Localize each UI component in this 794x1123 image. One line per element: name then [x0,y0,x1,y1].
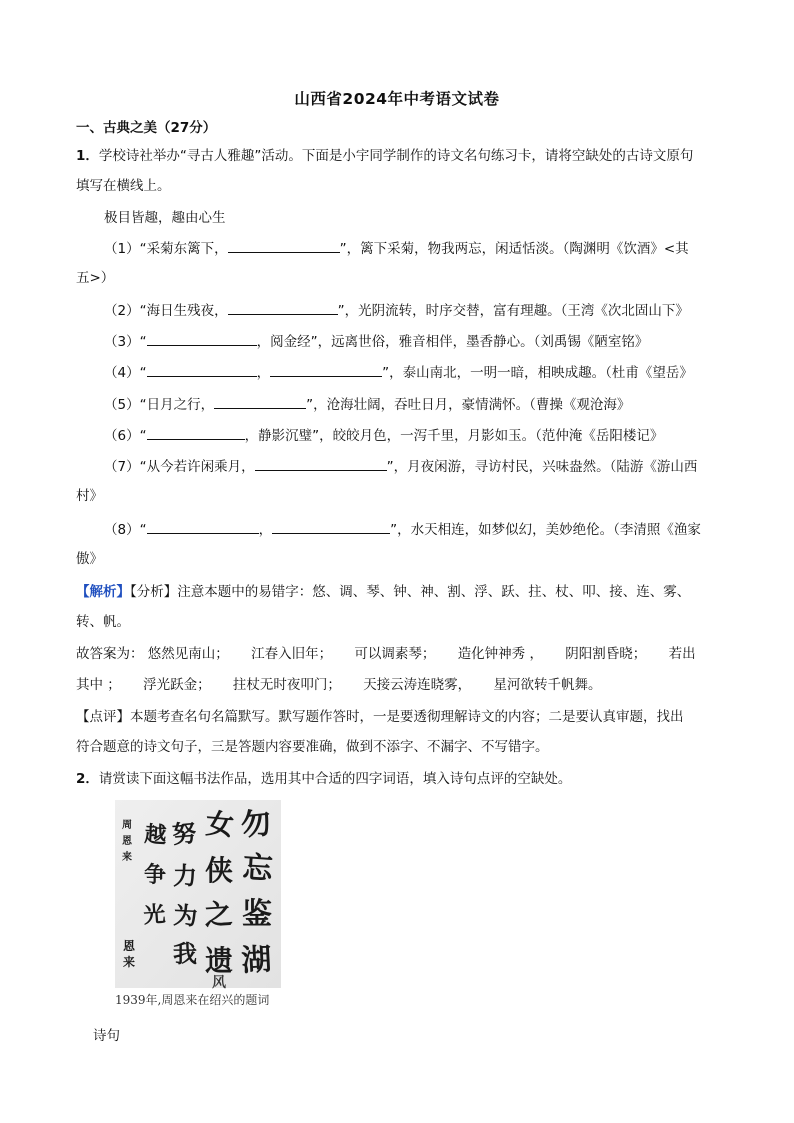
svg-text:光: 光 [142,901,167,929]
item-separator: ， [256,365,271,381]
analysis-line-2: 转、帆。 [76,614,130,630]
question-number: 2． [76,771,99,787]
item-prefix: （7）“从今若许闲乘月， [104,459,255,475]
svg-text:忘: 忘 [241,850,274,888]
svg-text:争: 争 [143,862,167,888]
svg-text:遗: 遗 [204,944,234,977]
item-prefix: （5）“日月之行， [104,397,215,413]
item-suffix: ，静影沉璧”，皎皎月色，一泻千里，月影如玉。（范仲淹《岳阳楼记》 [244,428,664,444]
answer-blank[interactable] [147,362,257,377]
svg-text:努: 努 [171,818,198,850]
item-suffix: ”，篱下采菊，物我两忘，闲适恬淡。（陶渊明《饮酒》<其 [339,241,689,257]
answer-blank[interactable] [147,519,259,534]
answer-blank[interactable] [228,238,340,253]
item-suffix: ”，光阴流转，时序交替，富有理趣。（王湾《次北固山下》 [337,303,689,319]
answer-blank[interactable] [147,331,257,346]
stem-line-1: 学校诗社举办“寻古人雅趣”活动。下面是小宇同学制作的诗文名句练习卡，请将空缺处的古诗文原句 [98,148,694,164]
item-suffix: ”，泰山南北，一明一暗，相映成趣。（杜甫《望岳》 [382,365,693,381]
svg-text:我: 我 [173,939,197,968]
answer-line-2 [76,675,601,695]
item-suffix: ”，月夜闲游，寻访村民，兴味盎然。（陆游《游山西 [386,459,698,475]
svg-text:鉴: 鉴 [242,897,272,932]
item-suffix: ，阅金经”，远离世俗，雅音相伴，墨香静心。（刘禹锡《陋室铭》 [256,334,649,350]
fill-item-2 [104,300,689,321]
answer-blank[interactable] [147,425,245,440]
question-1-stem [76,146,693,166]
svg-text:勿: 勿 [239,805,273,844]
svg-text:湖: 湖 [240,942,273,979]
page-title: 山西省2024年中考语文试卷 [294,90,500,108]
svg-text:之: 之 [203,897,234,932]
item-prefix: （1）“采菊东篱下， [104,241,228,257]
answer-label: 故答案为： [76,646,144,662]
comment-line-1: 【点评】本题考查名句名篇默写。默写题作答时，一是要透彻理解诗文的内容；二是要认真审题，找出 [76,709,684,725]
answer-item: 悠然见南山； [147,646,229,662]
svg-text:力: 力 [173,861,197,890]
svg-text:来: 来 [122,955,136,969]
answer-item: 浮光跃金； [143,677,211,693]
fill-item-1-cont: 五>） [76,270,115,286]
answer-blank[interactable] [255,456,387,471]
item-prefix: （6）“ [104,428,147,444]
image-caption: 1939年,周恩来在绍兴的题词 [115,993,270,1007]
fill-item-5 [104,394,630,415]
comment-line-2: 符合题意的诗文句子，三是答题内容要准确，做到不添字、不漏字、不写错字。 [76,739,549,755]
answer-item: 天接云涛连晓雾， [363,677,472,693]
analysis-line-1 [76,582,690,602]
item-prefix: （8）“ [104,522,147,538]
analysis-tag: 【解析】 [76,584,130,600]
poem-label: 诗句 [93,1028,120,1044]
card-title: 极目皆趣，趣由心生 [104,210,226,226]
answer-item: 江春入旧年； [251,646,333,662]
answer-item: 若出 [668,646,696,662]
fill-item-6 [104,425,663,446]
fill-item-1 [104,238,689,259]
answer-item: 造化钟神秀 ， [457,646,543,662]
answer-item: 可以调素琴； [354,646,436,662]
question-number: 1． [76,148,99,164]
stem-line-2: 填写在横线上。 [76,178,171,194]
answer-item: 其中 ； [76,677,121,693]
svg-text:越: 越 [143,821,168,849]
item-prefix: （3）“ [104,334,147,350]
svg-text:恩: 恩 [122,836,132,847]
answer-blank[interactable] [272,519,390,534]
item-suffix: ”，水天相连，如梦似幻，美妙绝伦。（李清照《渔家 [390,522,701,538]
svg-text:为: 为 [172,900,199,931]
answer-item: 星河欲转千帆舞。 [493,677,602,693]
analysis-text: 【分析】注意本题中的易错字：悠、调、琴、钟、神、割、浮、跃、拄、杖、叩、接、连、雾、 [130,584,691,600]
question-2-stem [76,769,571,789]
stem-text: 请赏读下面这幅书法作品，选用其中合适的四字词语，填入诗句点评的空缺处。 [98,771,572,787]
fill-item-7 [104,456,697,477]
answer-line-1 [76,644,696,664]
fill-item-7-cont: 村》 [76,488,103,504]
fill-item-8-cont: 傲》 [76,551,103,567]
answer-item: 阴阳割昏晓； [565,646,647,662]
answer-item: 拄杖无时夜叩门； [232,677,341,693]
item-prefix: （4）“ [104,365,147,381]
answer-blank[interactable] [214,394,306,409]
answer-blank[interactable] [270,362,382,377]
calligraphy-image [115,800,281,1012]
item-prefix: （2）“海日生残夜， [104,303,228,319]
svg-text:周: 周 [122,820,132,831]
svg-text:女: 女 [204,806,236,843]
svg-text:来: 来 [122,852,132,863]
section-heading: 一、古典之美（27分） [76,120,217,136]
item-separator: ， [258,522,273,538]
answer-blank[interactable] [228,300,338,315]
fill-item-3 [104,331,648,352]
svg-text:侠: 侠 [204,854,234,887]
svg-text:恩: 恩 [122,939,136,953]
item-suffix: ”，沧海壮阔，吞吐日月，豪情满怀。（曹操《观沧海》 [306,397,631,413]
svg-text:风: 风 [212,975,226,991]
fill-item-4 [104,362,693,383]
fill-item-8 [104,519,701,540]
